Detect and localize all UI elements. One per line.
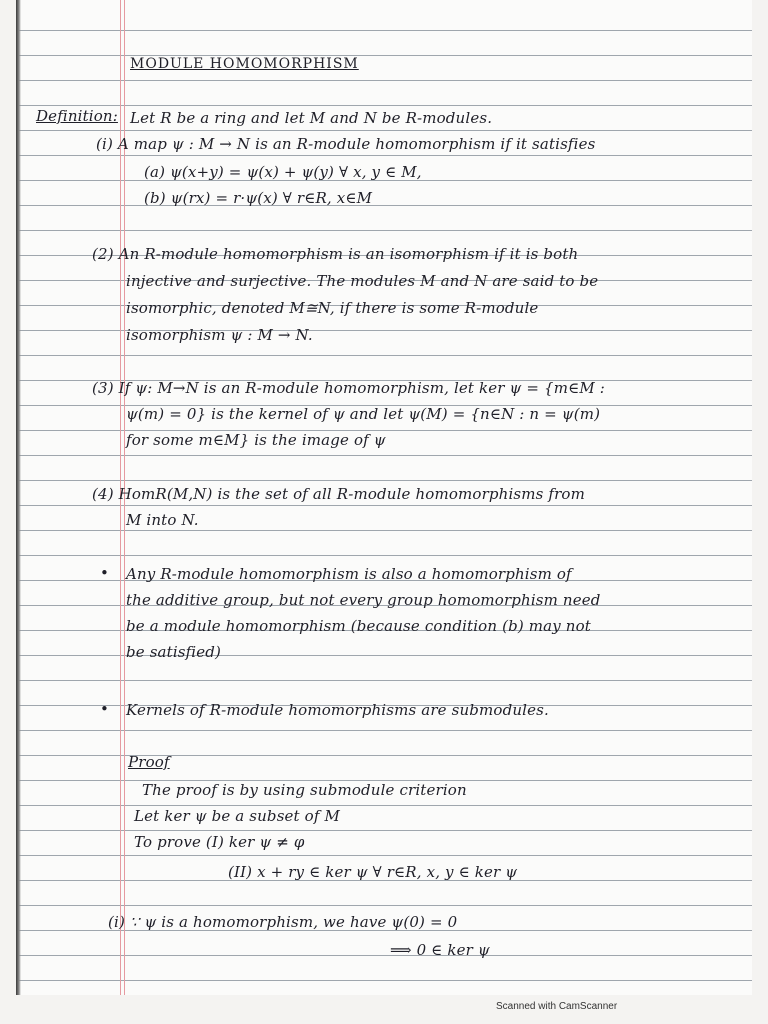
item-3-line: ψ(m) = 0} is the kernel of ψ and let ψ(M) = {n∈N : n = ψ(m) — [126, 405, 601, 423]
condition-b: (b) ψ(rx) = r·ψ(x) ∀ r∈R, x∈M — [144, 189, 373, 207]
proof-line: Let ker ψ be a subset of M — [134, 807, 340, 825]
bullet-icon: • — [100, 564, 109, 582]
scanner-watermark: Scanned with CamScanner — [496, 1001, 618, 1012]
item-3-line: for some m∈M} is the image of ψ — [126, 431, 386, 449]
item-2-line: injective and surjective. The modules M and N are said to be — [126, 272, 599, 290]
bullet-icon: • — [100, 700, 109, 718]
item-4-line: (4) HomR(M,N) is the set of all R-module homomorphisms from — [92, 485, 585, 503]
condition-a: (a) ψ(x+y) = ψ(x) + ψ(y) ∀ x, y ∈ M, — [144, 163, 422, 181]
proof-line: The proof is by using submodule criterion — [142, 781, 467, 799]
definition-label: Definition: — [36, 107, 118, 125]
proof-label: Proof — [128, 753, 170, 771]
note-1-line: be satisfied) — [126, 643, 222, 661]
definition-intro: Let R be a ring and let M and N be R-modules. — [130, 109, 493, 127]
item-2-line: isomorphism ψ : M → N. — [126, 326, 313, 344]
proof-line: ⟹ 0 ∈ ker ψ — [390, 941, 490, 959]
proof-line: (i) ∵ ψ is a homomorphism, we have ψ(0) = 0 — [108, 913, 458, 931]
item-4-line: M into N. — [126, 511, 199, 529]
note-1-line: the additive group, but not every group homomorphism need — [126, 591, 601, 609]
item-2-line: isomorphic, denoted M≅N, if there is some R-module — [126, 299, 539, 317]
item-1: (i) A map ψ : M → N is an R-module homomorphism if it satisfies — [96, 135, 596, 153]
proof-line: To prove (I) ker ψ ≠ φ — [134, 833, 305, 851]
note-2: Kernels of R-module homomorphisms are submodules. — [126, 701, 549, 719]
note-1-line: Any R-module homomorphism is also a homomorphism of — [126, 565, 572, 583]
page-title: MODULE HOMOMORPHISM — [130, 56, 359, 72]
item-2-line: (2) An R-module homomorphism is an isomorphism if it is both — [92, 245, 579, 263]
note-1-line: be a module homomorphism (because condition (b) may not — [126, 617, 591, 635]
item-3-line: (3) If ψ: M→N is an R-module homomorphism, let ker ψ = {m∈M : — [92, 379, 605, 397]
notebook-page — [16, 0, 752, 995]
proof-line: (II) x + ry ∈ ker ψ ∀ r∈R, x, y ∈ ker ψ — [228, 863, 518, 881]
